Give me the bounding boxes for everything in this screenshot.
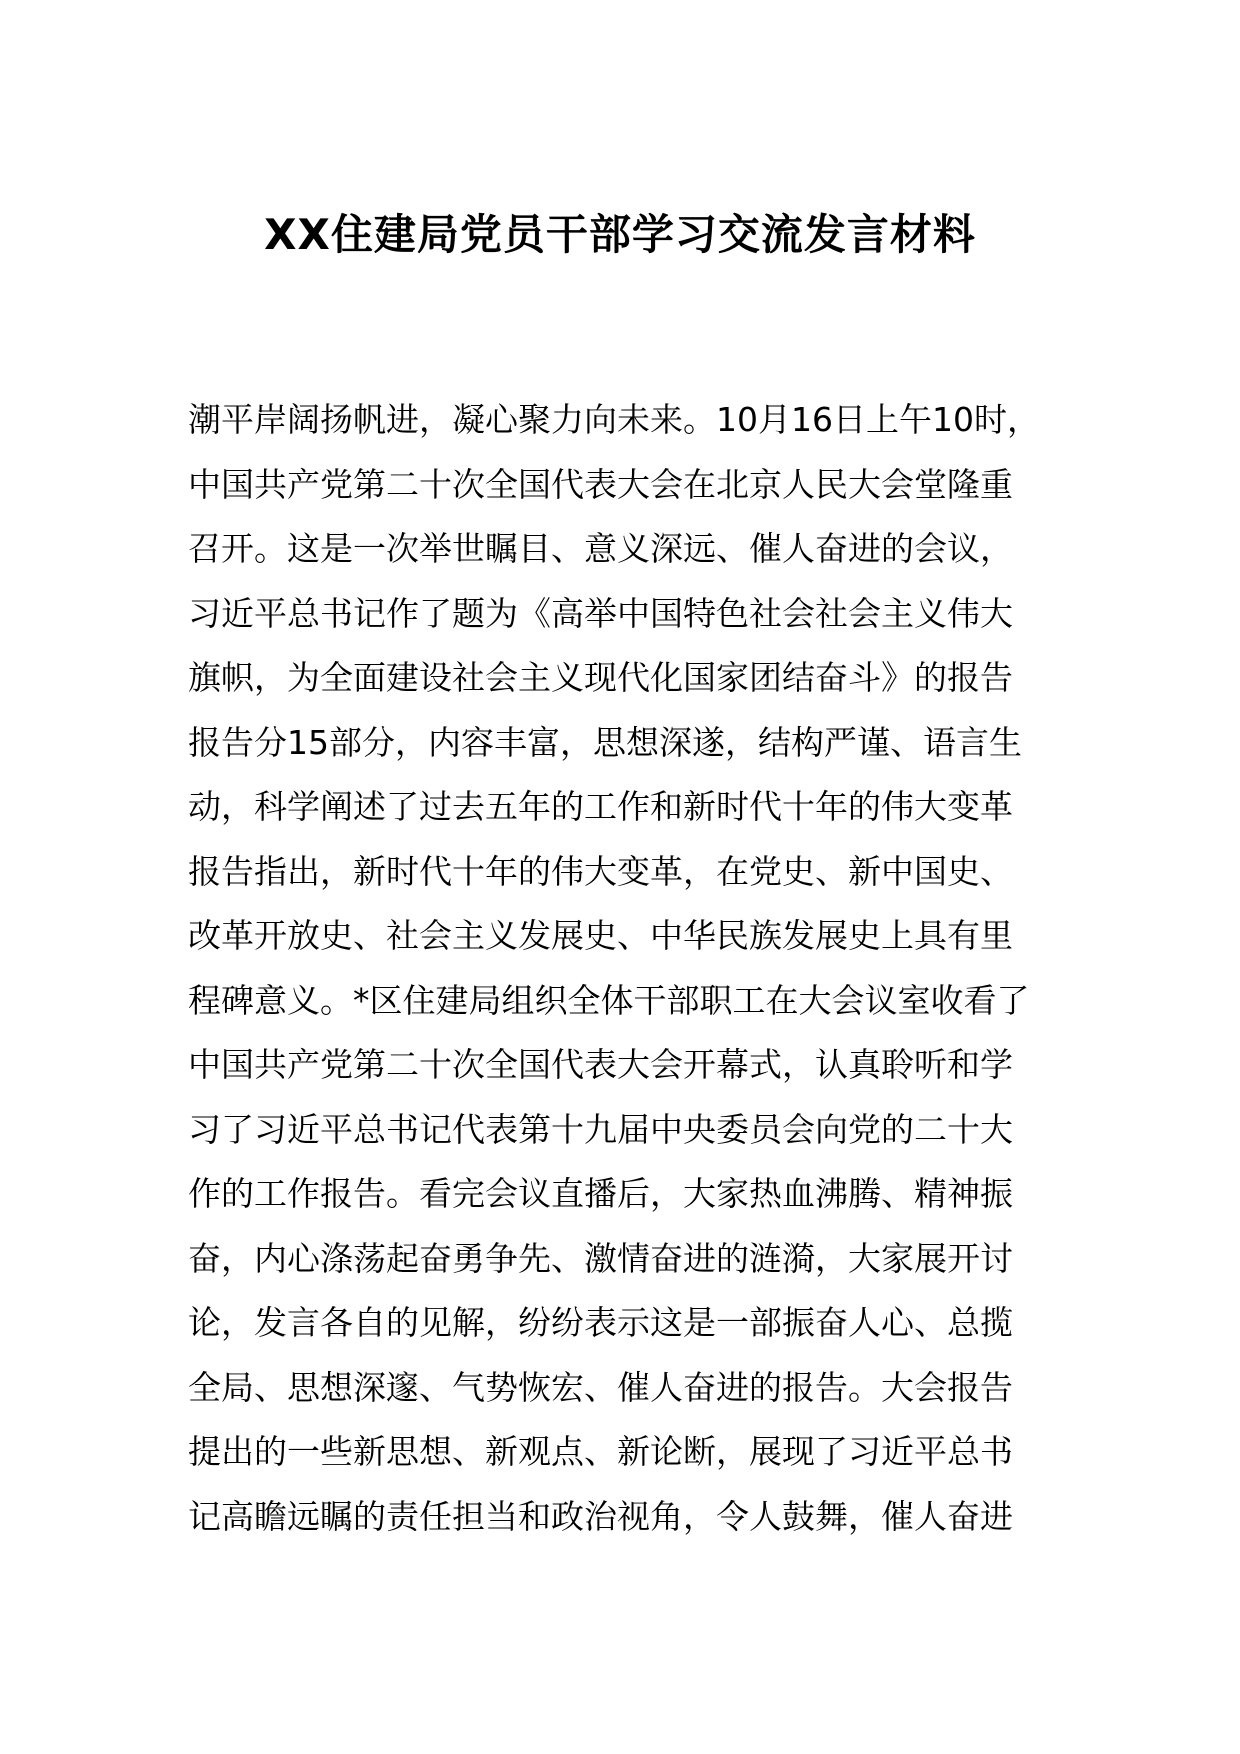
- body-line: 提出的一些新思想、新观点、新论断，展现了习近平总书: [188, 1432, 1013, 1471]
- body-line: 全局、思想深邃、气势恢宏、催人奋进的报告。大会报告: [188, 1367, 1013, 1407]
- body-line: 奋，内心涤荡起奋勇争先、激情奋进的涟漪，大家展开讨: [188, 1238, 1013, 1278]
- body-line: 中国共产党第二十次全国代表大会在北京人民大会堂隆重: [188, 464, 1013, 504]
- body-line: 论，发言各自的见解，纷纷表示这是一部振奋人心、总揽: [188, 1303, 1013, 1342]
- body-line: 习近平总书记作了题为《高举中国特色社会社会主义伟大: [188, 593, 1013, 633]
- body-line: 改革开放史、社会主义发展史、中华民族发展史上具有里: [188, 916, 1013, 955]
- body-line: 旗帜，为全面建设社会主义现代化国家团结奋斗》的报告: [188, 658, 1013, 697]
- body-line: 潮平岸阔扬帆进，凝心聚力向未来。10月16日上午10时，: [188, 400, 1040, 439]
- body-line: 报告指出，新时代十年的伟大变革，在党史、新中国史、: [188, 851, 1013, 891]
- document-title: XX住建局党员干部学习交流发言材料: [264, 210, 976, 259]
- body-line: 动，科学阐述了过去五年的工作和新时代十年的伟大变革: [188, 787, 1013, 826]
- body-line: 作的工作报告。看完会议直播后，大家热血沸腾、精神振: [188, 1174, 1013, 1213]
- body-line: 中国共产党第二十次全国代表大会开幕式，认真聆听和学: [188, 1045, 1013, 1084]
- body-line: 程碑意义。*区住建局组织全体干部职工在大会议室收看了: [188, 980, 1030, 1020]
- body-line: 报告分15部分，内容丰富，思想深遂，结构严谨、语言生: [188, 722, 1022, 762]
- document-body: [188, 388, 1088, 1549]
- body-line: 记高瞻远瞩的责任担当和政治视角，令人鼓舞，催人奋进: [188, 1496, 1013, 1536]
- body-line: 习了习近平总书记代表第十九届中央委员会向党的二十大: [188, 1109, 1013, 1149]
- body-line: 召开。这是一次举世瞩目、意义深远、催人奋进的会议，: [188, 529, 1013, 568]
